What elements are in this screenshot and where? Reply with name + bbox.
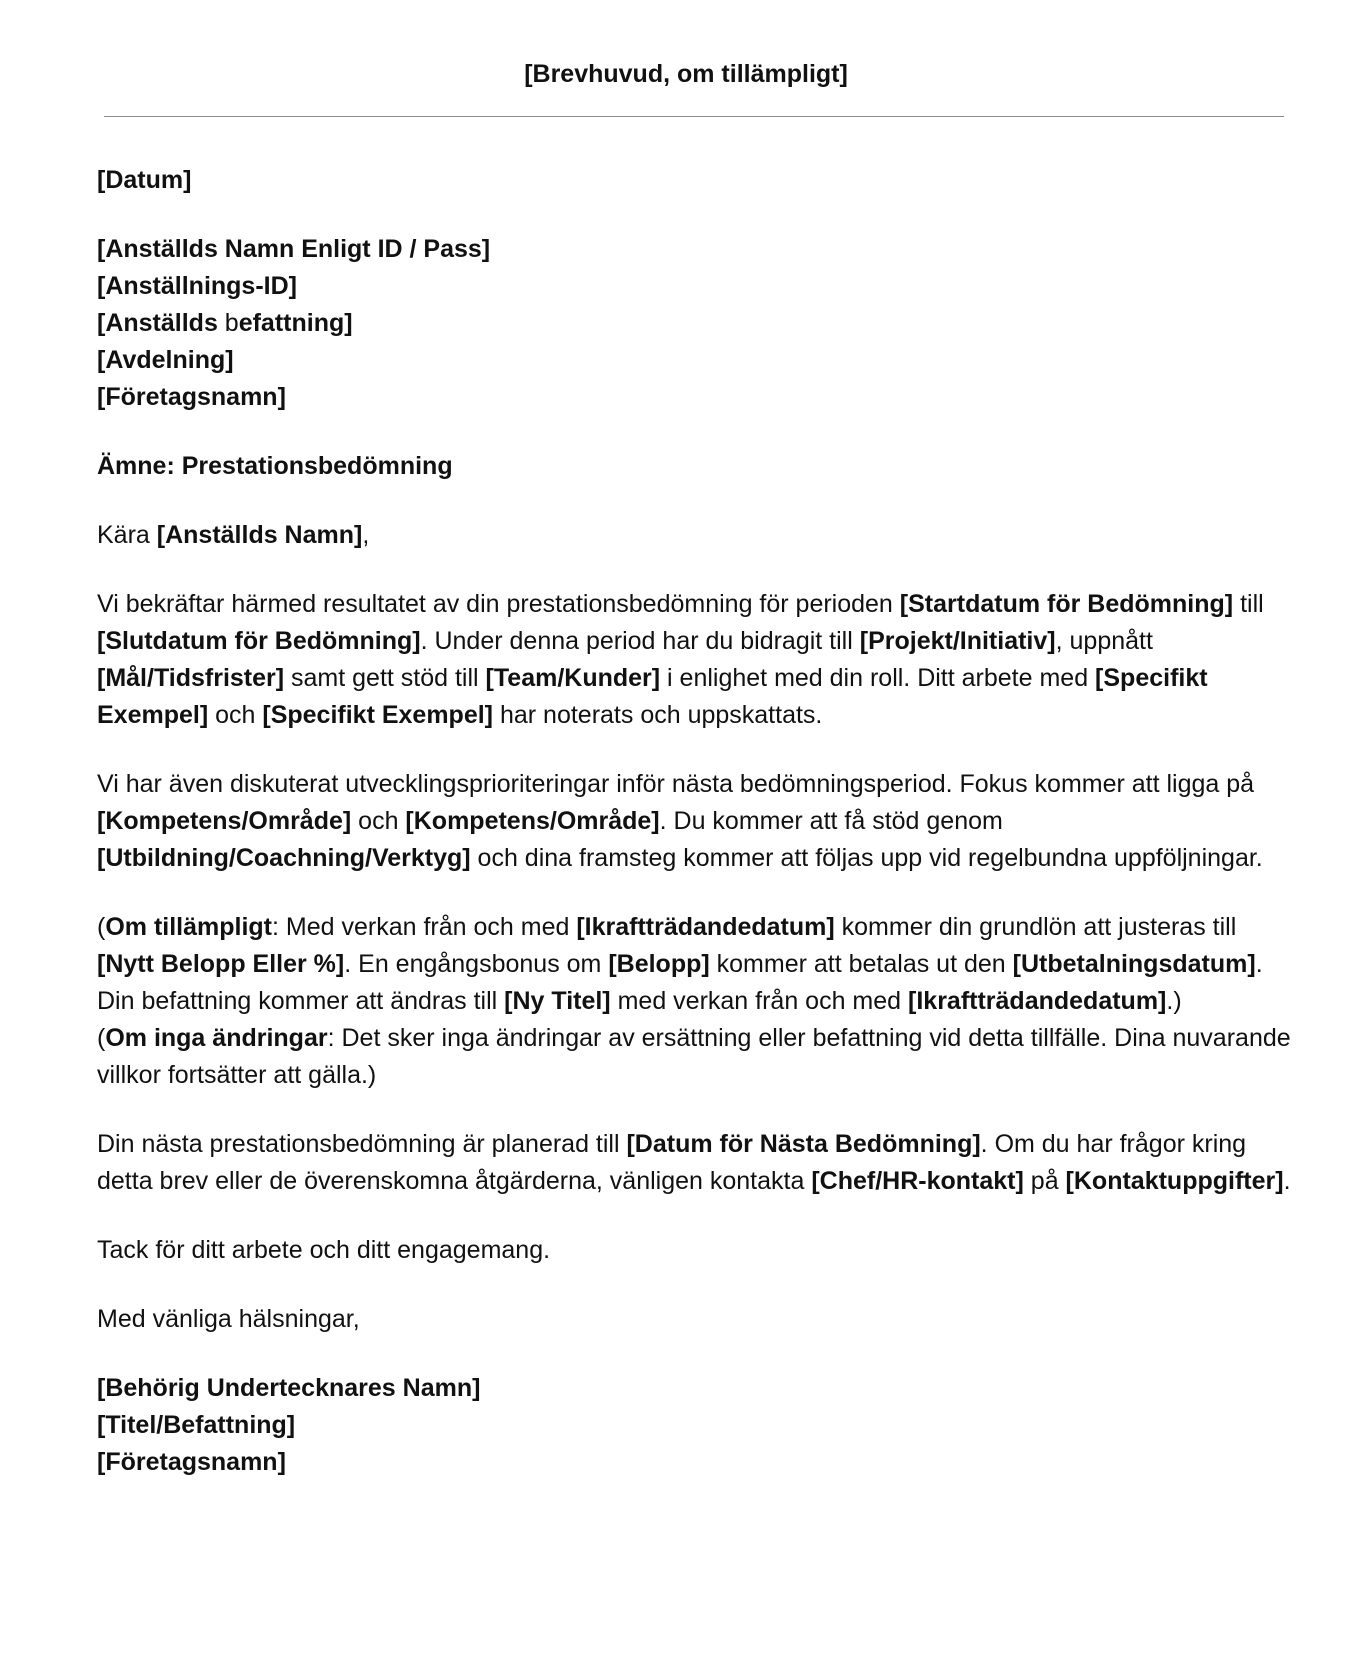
paragraph-compensation <box>97 909 1297 1094</box>
subject-line <box>97 448 1297 485</box>
paragraph-next-review <box>97 1126 1297 1200</box>
p3-payout-date: [Utbetalningsdatum] <box>1012 950 1256 978</box>
p2-text-4: och dina framsteg kommer att följas upp vid regelbundna uppföljningar. <box>470 844 1263 872</box>
signatory-company: [Företagsnamn] <box>97 1448 286 1476</box>
p4-next-review-date: [Datum för Nästa Bedömning] <box>626 1130 981 1158</box>
p3-new-amount: [Nytt Belopp Eller %] <box>97 950 345 978</box>
p4-text-2: . Om du har frågor kring detta brev eller de överenskomna åtgärderna, vänligen kontakta <box>97 1130 1247 1195</box>
date-placeholder: [Datum] <box>97 166 192 194</box>
p2-competence-2: [Kompetens/Område] <box>405 807 660 835</box>
subject-text: Ämne: Prestationsbedömning <box>97 452 453 480</box>
p2-text-1: Vi har även diskuterat utvecklingsprioriteringar inför nästa bedömningsperiod. Fokus kommer att ligga på <box>97 770 1255 798</box>
thanks-text: Tack för ditt arbete och ditt engagemang. <box>97 1236 551 1264</box>
p3-text-2: kommer din grundlön att justeras till <box>834 913 1237 941</box>
p3-text-8: ( <box>97 1024 106 1052</box>
closing-line <box>97 1301 1297 1338</box>
p3-text-6: med verkan från och med <box>610 987 909 1015</box>
recipient-position <box>97 305 1297 342</box>
letterhead: [Brevhuvud, om tillämpligt] <box>524 60 848 88</box>
p1-end-date: [Slutdatum för Bedömning] <box>97 627 421 655</box>
p1-text-3: . Under denna period har du bidragit till <box>420 627 860 655</box>
compensation-no-changes <box>97 1020 1297 1094</box>
p2-text-3: . Du kommer att få stöd genom <box>659 807 1003 835</box>
p3-bonus-amount: [Belopp] <box>608 950 710 978</box>
p3-no-changes-label: Om inga ändringar <box>105 1024 328 1052</box>
p1-text-8: har noterats och uppskattats. <box>493 701 823 729</box>
p1-start-date: [Startdatum för Bedömning] <box>899 590 1234 618</box>
compensation-if-applicable <box>97 909 1297 1020</box>
recipient-name: [Anställds Namn Enligt ID / Pass] <box>97 235 491 263</box>
p4-text-4: . <box>1283 1167 1291 1195</box>
p3-effective-date-2: [Ikraftträdandedatum] <box>908 987 1167 1015</box>
p2-text-2: och <box>351 807 406 835</box>
p1-text-7: och <box>208 701 263 729</box>
paragraph-review-result <box>97 586 1297 734</box>
thanks-line <box>97 1232 1297 1269</box>
p3-text-5: . Din befattning kommer att ändras till <box>97 950 1263 1015</box>
p2-training: [Utbildning/Coachning/Verktyg] <box>97 844 471 872</box>
p3-new-title: [Ny Titel] <box>504 987 611 1015</box>
recipient-position-part2: b <box>224 309 239 337</box>
recipient-position-part3: efattning] <box>238 309 353 337</box>
signatory-title: [Titel/Befattning] <box>97 1411 296 1439</box>
p1-example-2: [Specifikt Exempel] <box>262 701 494 729</box>
p1-text-1: Vi bekräftar härmed resultatet av din prestationsbedömning för perioden <box>97 590 900 618</box>
signature-block <box>97 1370 1297 1481</box>
signatory-name: [Behörig Undertecknares Namn] <box>97 1374 481 1402</box>
p3-text-3: . En engångsbonus om <box>344 950 609 978</box>
p3-text-9: : Det sker inga ändringar av ersättning eller befattning vid detta tillfälle. Dina nuvarande villkor fortsätter att gälla.) <box>97 1024 1291 1089</box>
recipient-employee-id: [Anställnings-ID] <box>97 272 297 300</box>
greeting-prefix: Kära <box>97 521 157 549</box>
greeting <box>97 517 1297 554</box>
letterhead-divider <box>104 116 1284 117</box>
p1-example-1: [Specifikt Exempel] <box>97 664 1208 729</box>
p4-text-3: på <box>1023 1167 1066 1195</box>
p4-text-1: Din nästa prestationsbedömning är planerad till <box>97 1130 627 1158</box>
closing-text: Med vänliga hälsningar, <box>97 1305 360 1333</box>
p3-text-0: ( <box>97 913 106 941</box>
recipient-position-part1: [Anställds <box>97 309 225 337</box>
p3-text-4: kommer att betalas ut den <box>709 950 1013 978</box>
p1-text-6: i enlighet med din roll. Ditt arbete med <box>660 664 1096 692</box>
p1-project: [Projekt/Initiativ] <box>859 627 1056 655</box>
recipient-company: [Företagsnamn] <box>97 383 286 411</box>
recipient-department: [Avdelning] <box>97 346 234 374</box>
p1-text-4: , uppnått <box>1055 627 1153 655</box>
paragraph-development <box>97 766 1297 877</box>
p1-text-5: samt gett stöd till <box>284 664 486 692</box>
p2-competence-1: [Kompetens/Område] <box>97 807 352 835</box>
p4-contact-details: [Kontaktuppgifter] <box>1065 1167 1284 1195</box>
recipient-block <box>97 231 1297 416</box>
greeting-suffix: , <box>362 521 370 549</box>
p3-text-7: .) <box>1166 987 1182 1015</box>
p1-team: [Team/Kunder] <box>485 664 661 692</box>
p4-contact-person: [Chef/HR-kontakt] <box>811 1167 1024 1195</box>
greeting-name: [Anställds Namn] <box>156 521 363 549</box>
p1-goals: [Mål/Tidsfrister] <box>97 664 285 692</box>
p1-text-2: till <box>1233 590 1264 618</box>
p3-if-applicable-label: Om tillämpligt <box>105 913 273 941</box>
p3-text-1: : Med verkan från och med <box>272 913 577 941</box>
p3-effective-date-1: [Ikraftträdandedatum] <box>576 913 835 941</box>
letter-body <box>97 162 1297 1513</box>
date-block <box>97 162 1297 199</box>
